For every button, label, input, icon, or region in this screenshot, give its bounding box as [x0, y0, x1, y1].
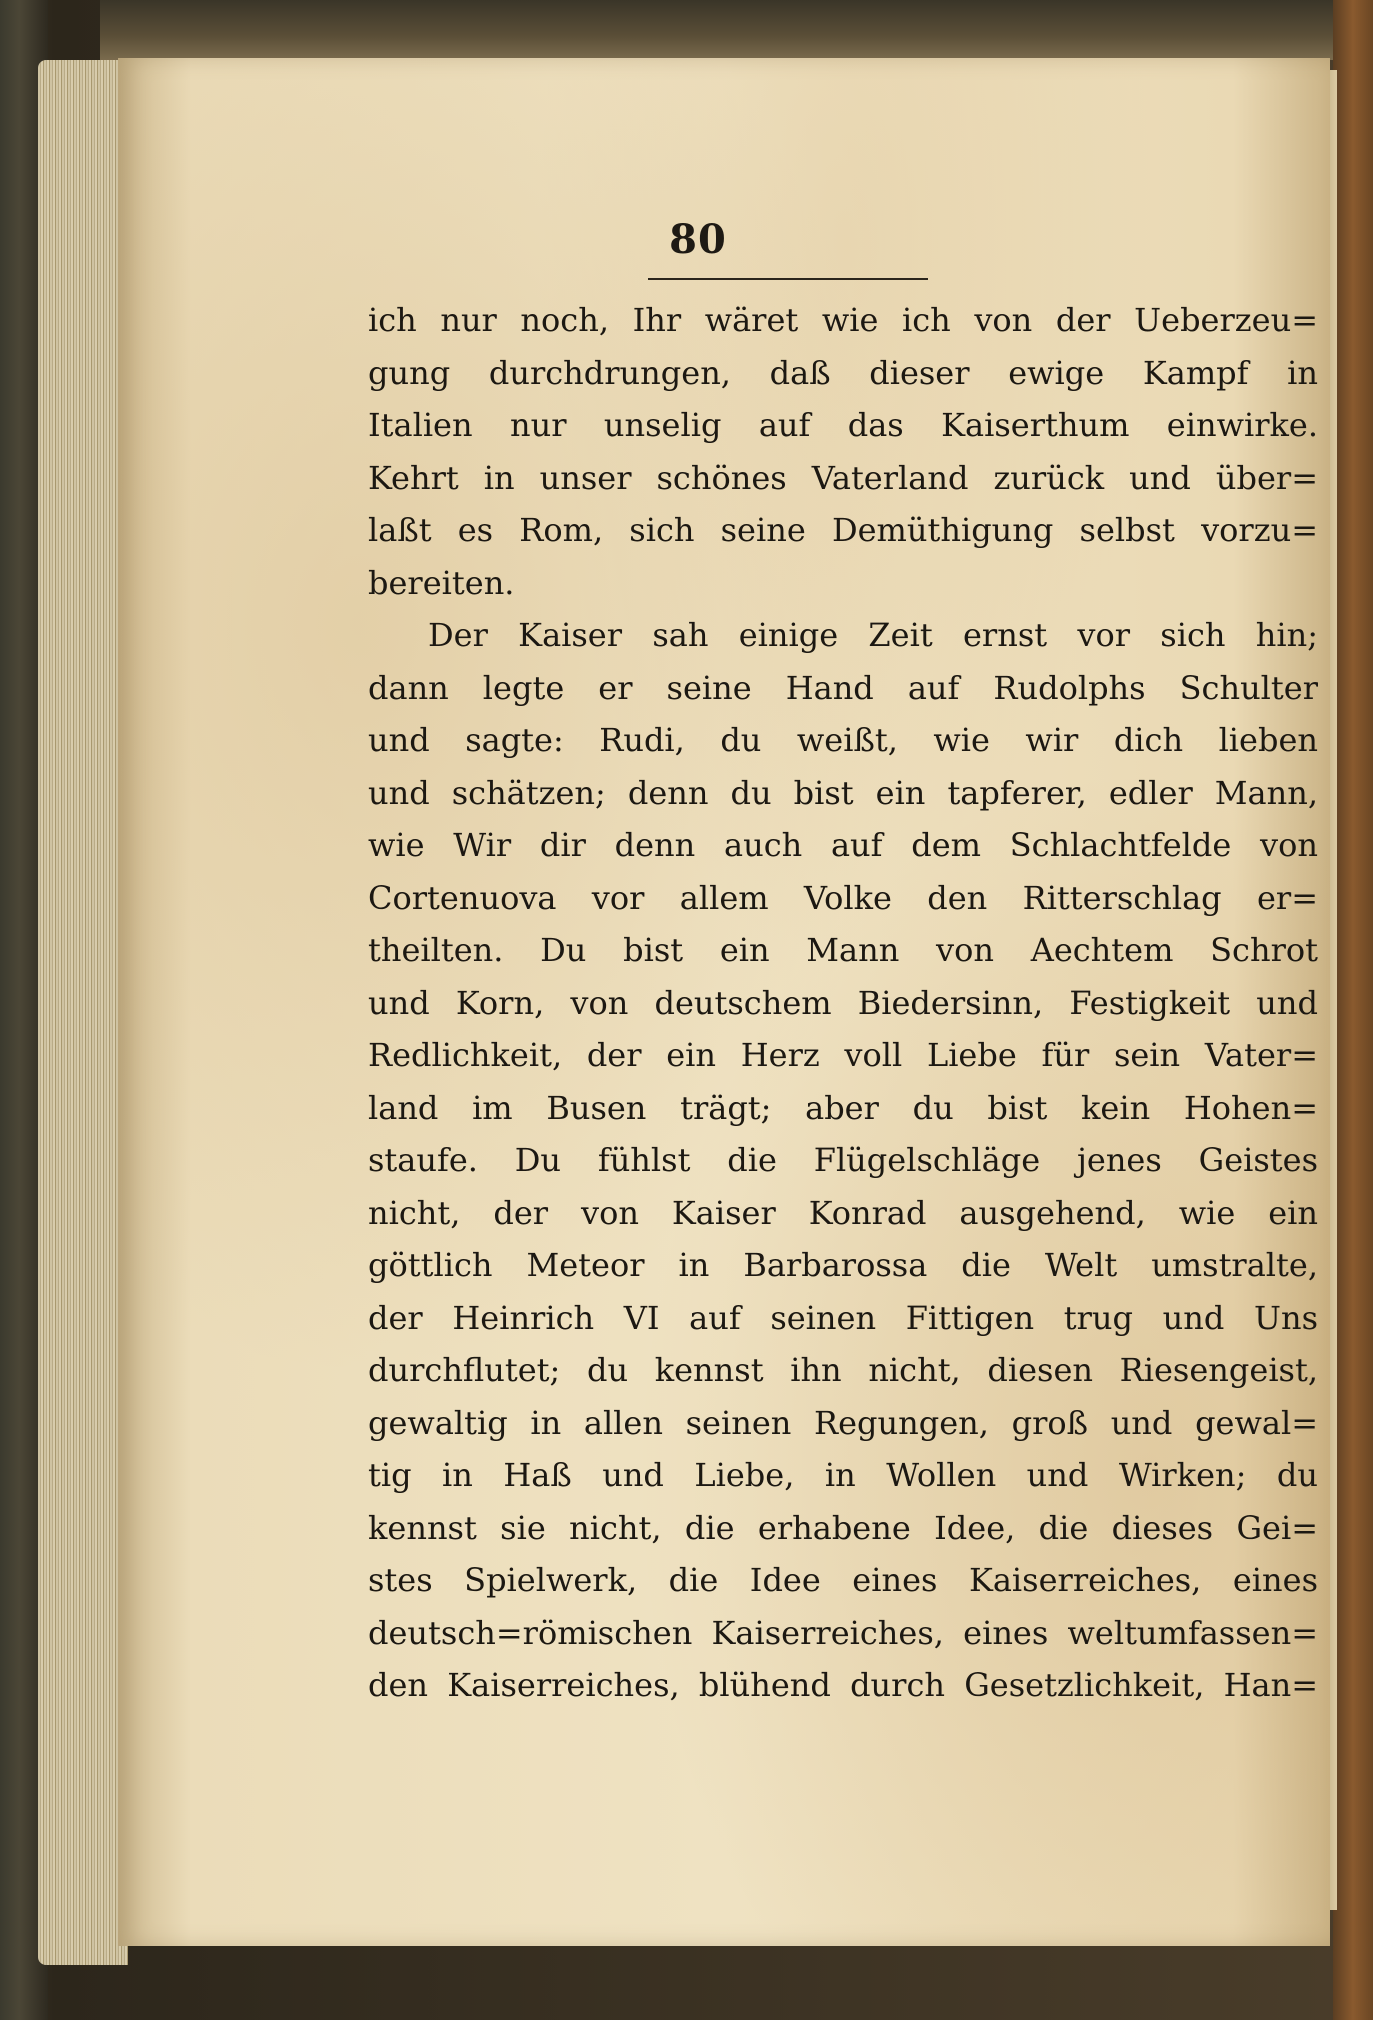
text-line: Italien nur unselig auf das Kaiserthum einwirke. [368, 406, 1318, 444]
text-line: land im Busen trägt; aber du bist kein Hohen= [368, 1088, 1318, 1127]
text-line: den Kaiserreiches, blühend durch Gesetzlichkeit, Han= [368, 1666, 1318, 1704]
text-line: stes Spielwerk, die Idee eines Kaiserreiches, eines [368, 1561, 1318, 1599]
text-line: und schätzen; denn du bist ein tapferer, edler Mann, [368, 773, 1318, 812]
text-line: und sagte: Rudi, du weißt, wie wir dich lieben [368, 721, 1318, 759]
book-page [118, 58, 1330, 1946]
text-line: kennst sie nicht, die erhabene Idee, die dieses Gei= [368, 1508, 1318, 1547]
text-line: der Heinrich VI auf seinen Fittigen trug und Uns [368, 1298, 1318, 1337]
text-line: gung durchdrungen, daß dieser ewige Kampf in [368, 353, 1318, 392]
book-cover-right [1333, 0, 1373, 2020]
text-line: Der Kaiser sah einige Zeit ernst vor sich hin; [428, 616, 1318, 654]
text-line: theilten. Du bist ein Mann von Aechtem Schrot [368, 931, 1318, 969]
text-line: ich nur noch, Ihr wäret wie ich von der Ueberzeu= [368, 301, 1318, 339]
header-rule [648, 278, 928, 280]
text-line: Cortenuova vor allem Volke den Ritterschlag er= [368, 878, 1318, 917]
text-line: nicht, der von Kaiser Konrad ausgehend, wie ein [368, 1193, 1318, 1232]
text-line: und Korn, von deutschem Biedersinn, Festigkeit und [368, 983, 1318, 1022]
text-line: staufe. Du fühlst die Flügelschläge jenes Geistes [368, 1141, 1318, 1179]
text-line: durchflutet; du kennst ihn nicht, diesen Riesengeist, [368, 1351, 1318, 1389]
page-edges-left [38, 60, 128, 1965]
book-top-edge [100, 0, 1340, 60]
page-text [368, 294, 1318, 1712]
text-line: göttlich Meteor in Barbarossa die Welt umstralte, [368, 1246, 1318, 1284]
text-line: dann legte er seine Hand auf Rudolphs Schulter [368, 668, 1318, 707]
text-line: laßt es Rom, sich seine Demüthigung selbst vorzu= [368, 511, 1318, 549]
text-line: tig in Haß und Liebe, in Wollen und Wirken; du [368, 1456, 1318, 1494]
text-line: gewaltig in allen seinen Regungen, groß und gewal= [368, 1403, 1318, 1442]
text-line: wie Wir dir denn auch auf dem Schlachtfelde von [368, 826, 1318, 864]
text-line: Kehrt in unser schönes Vaterland zurück und über= [368, 458, 1318, 497]
text-line: Redlichkeit, der ein Herz voll Liebe für sein Vater= [368, 1036, 1318, 1074]
page-number: 80 [669, 216, 727, 263]
text-line: bereiten. [368, 563, 515, 602]
text-line: deutsch=römischen Kaiserreiches, eines weltumfassen= [368, 1613, 1318, 1652]
